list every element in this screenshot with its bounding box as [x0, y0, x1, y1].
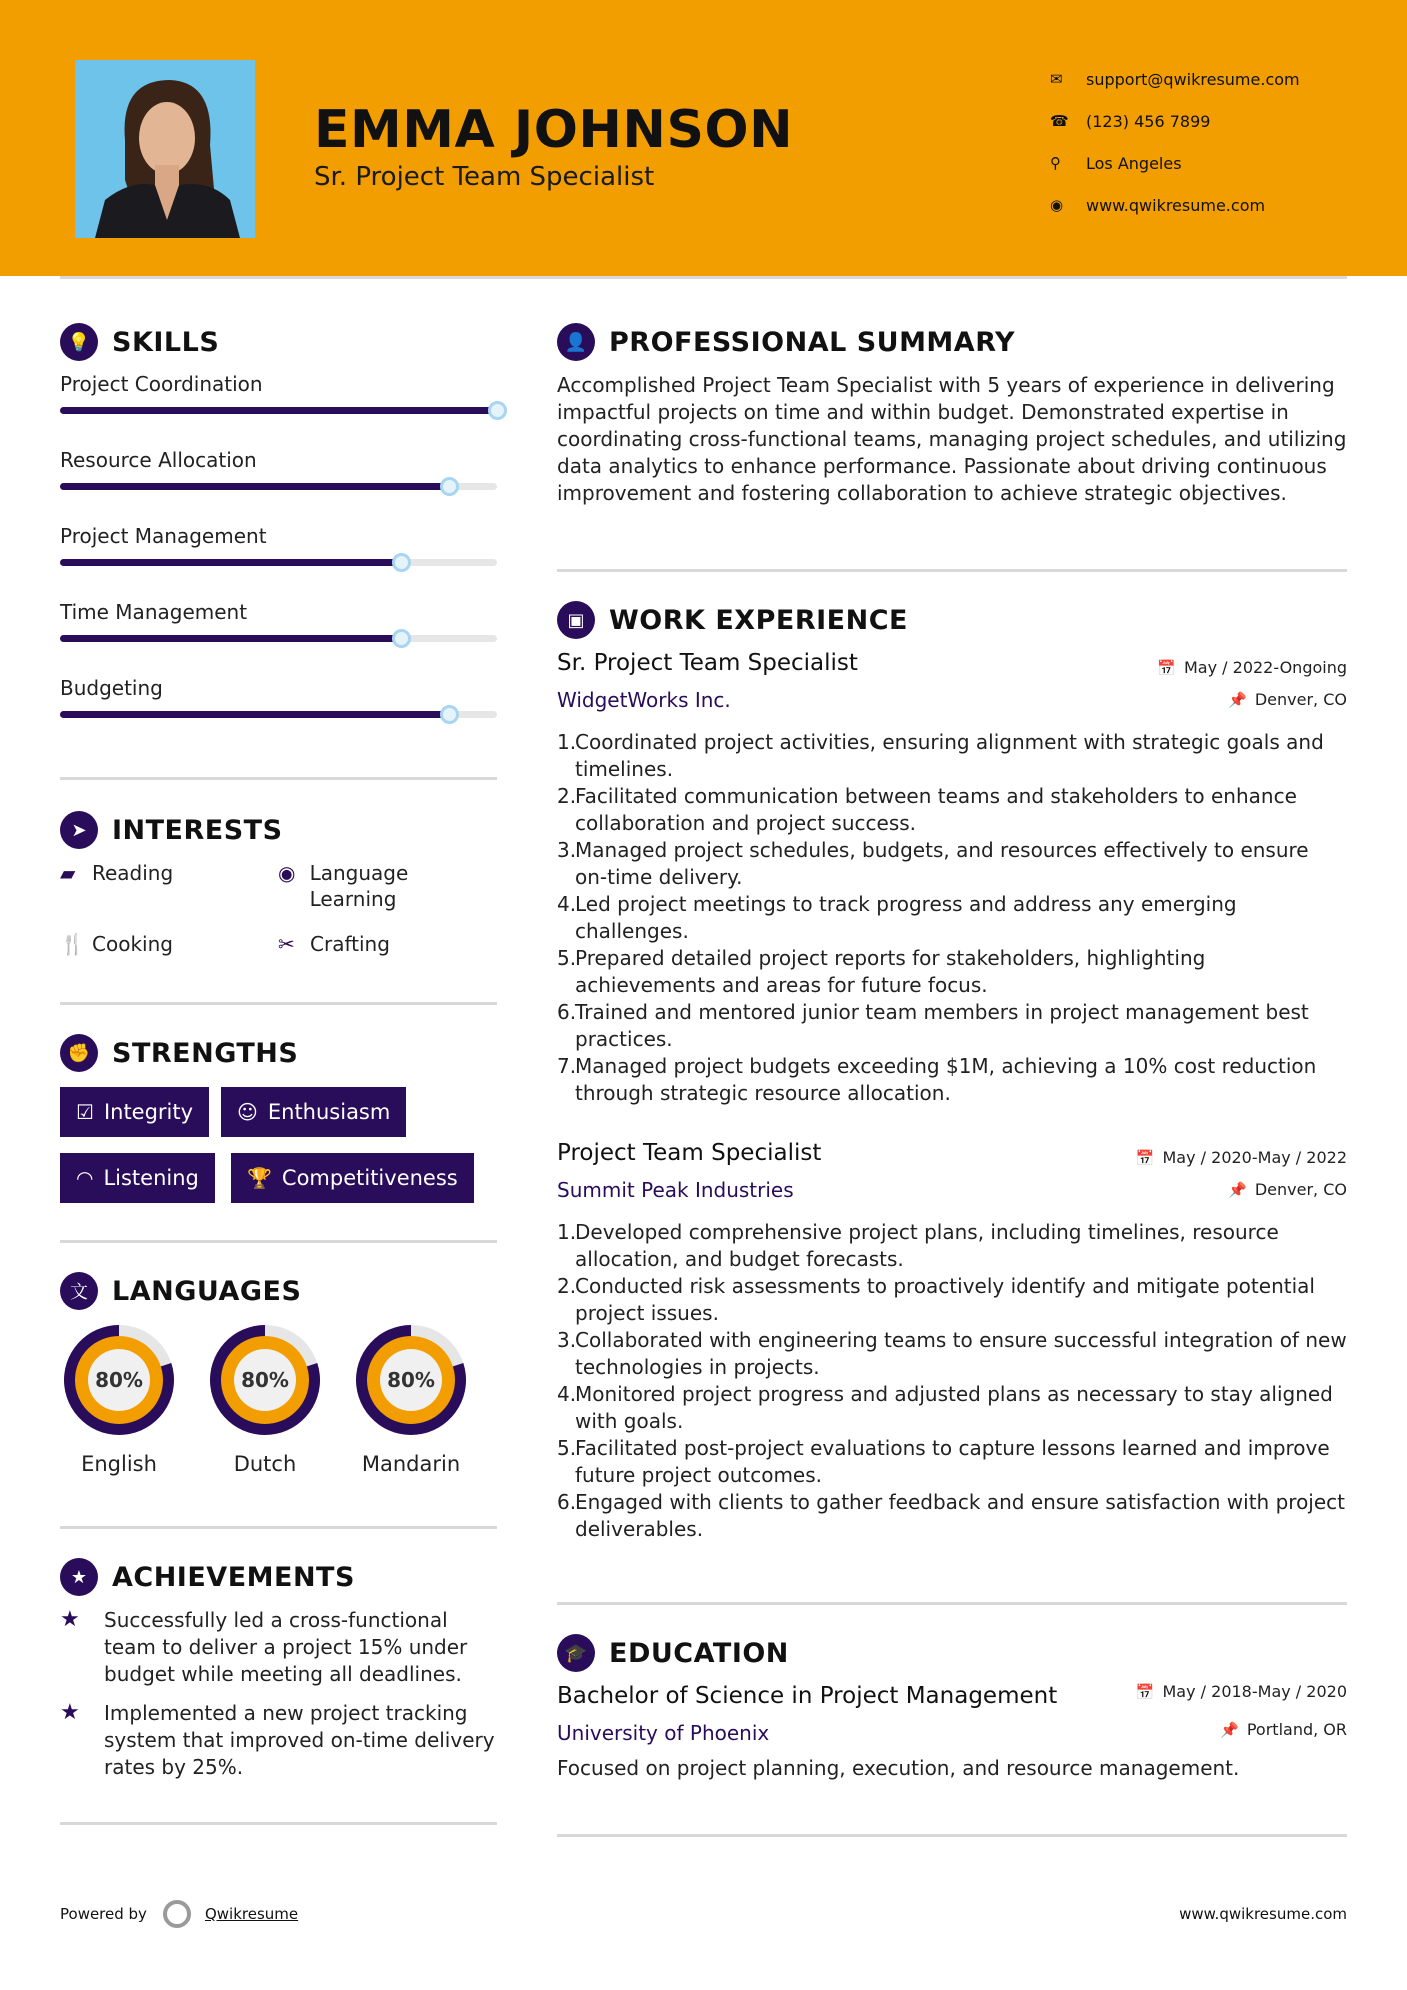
strength-badge — [60, 1153, 215, 1203]
contact-email[interactable] — [1050, 58, 1380, 100]
job-title: Sr. Project Team Specialist — [557, 650, 858, 676]
skill-bar — [60, 483, 497, 490]
skill-bar — [60, 559, 497, 566]
list-item-text: Trained and mentored junior team members in project management best practices. — [575, 1000, 1309, 1051]
contact-email-text: support@qwikresume.com — [1086, 69, 1300, 89]
list-item-text: Coordinated project activities, ensuring alignment with strategic goals and timelines. — [575, 730, 1324, 781]
list-number: 4. — [557, 892, 577, 916]
education-school: University of Phoenix — [557, 1721, 770, 1745]
section-divider — [60, 1526, 497, 1529]
list-item-text: Prepared detailed project reports for stakeholders, highlighting achievements and areas for future focus. — [575, 946, 1206, 997]
achievements-heading — [60, 1558, 355, 1596]
education-degree: Bachelor of Science in Project Management — [557, 1683, 1058, 1709]
check-square-icon: ☑ — [76, 1100, 94, 1124]
contact-list — [1050, 58, 1380, 226]
language-item — [57, 1318, 181, 1476]
language-percent: 80% — [241, 1368, 289, 1392]
list-number: 6. — [557, 1490, 577, 1514]
education-heading — [557, 1634, 789, 1672]
location-pin-icon: ⚲ — [1050, 154, 1061, 172]
job-dates — [1136, 1148, 1347, 1167]
section-divider — [60, 1002, 497, 1005]
list-item — [557, 1273, 1347, 1327]
language-percent: 80% — [95, 1368, 143, 1392]
interest-item — [60, 931, 173, 957]
skill-bar — [60, 635, 497, 642]
calendar-icon: 📅 — [1157, 659, 1176, 677]
language-item — [349, 1318, 473, 1476]
job-dates-text: May / 2020-May / 2022 — [1162, 1148, 1347, 1167]
language-item — [203, 1318, 327, 1476]
skill-item — [60, 372, 497, 396]
job-dates-text: May / 2022-Ongoing — [1184, 658, 1347, 677]
education-location-text: Portland, OR — [1246, 1720, 1347, 1739]
achievements-title: ACHIEVEMENTS — [112, 1561, 355, 1593]
language-name: Dutch — [233, 1452, 297, 1476]
section-divider — [60, 1240, 497, 1243]
language-ring — [57, 1318, 181, 1442]
language-icon: 文 — [60, 1272, 98, 1310]
list-item — [557, 1489, 1347, 1543]
skill-bar-knob — [392, 629, 411, 648]
strength-badge — [231, 1153, 474, 1203]
summary-title: PROFESSIONAL SUMMARY — [609, 326, 1016, 358]
section-divider — [60, 1822, 497, 1825]
list-number: 3. — [557, 1328, 577, 1352]
globe-icon: ◉ — [278, 861, 296, 885]
phone-icon: ☎ — [1050, 112, 1069, 130]
list-item-text: Monitored project progress and adjusted plans as necessary to stay aligned with goals. — [575, 1382, 1333, 1433]
skill-bar-fill — [60, 635, 401, 642]
strength-label: Enthusiasm — [267, 1100, 391, 1124]
language-ring — [349, 1318, 473, 1442]
qwikresume-link[interactable]: Qwikresume — [204, 1905, 299, 1923]
interest-label: Crafting — [310, 932, 390, 956]
job-company: WidgetWorks Inc. — [557, 688, 731, 712]
interest-item — [278, 931, 390, 957]
job-location — [1228, 1180, 1347, 1199]
strength-label: Integrity — [103, 1100, 194, 1124]
job-dates — [1157, 658, 1347, 677]
skill-bar-knob — [392, 553, 411, 572]
interest-label: Cooking — [92, 932, 173, 956]
list-number: 6. — [557, 1000, 577, 1024]
languages-heading — [60, 1272, 301, 1310]
skill-item — [60, 524, 497, 548]
achievement-item — [60, 1700, 500, 1781]
strength-label: Listening — [103, 1166, 199, 1190]
skill-bar — [60, 407, 497, 414]
envelope-icon: ✉ — [1050, 70, 1063, 88]
education-description: Focused on project planning, execution, and resource management. — [557, 1756, 1240, 1780]
interest-item — [278, 860, 428, 912]
list-item — [557, 945, 1347, 999]
section-divider — [557, 1602, 1347, 1605]
globe-icon: ◉ — [1050, 196, 1064, 214]
raised-fist-icon: ✊ — [60, 1034, 98, 1072]
list-item-text: Managed project budgets exceeding $1M, achieving a 10% cost reduction through strategic resource allocation. — [575, 1054, 1317, 1105]
job-location-text: Denver, CO — [1254, 690, 1347, 709]
achievement-text: Successfully led a cross-functional team to deliver a project 15% under budget while meeting all deadlines. — [104, 1608, 468, 1686]
trophy-icon: 🏆 — [247, 1166, 272, 1190]
list-item — [557, 1219, 1347, 1273]
star-badge-icon: ★ — [60, 1558, 98, 1596]
candidate-title: Sr. Project Team Specialist — [314, 162, 655, 192]
contact-location-text: Los Angeles — [1086, 153, 1182, 173]
list-item-text: Managed project schedules, budgets, and resources effectively to ensure on-time delivery. — [575, 838, 1309, 889]
list-number: 2. — [557, 1274, 577, 1298]
pushpin-icon: 📌 — [1228, 691, 1247, 709]
language-ring — [203, 1318, 327, 1442]
list-item — [557, 891, 1347, 945]
shooting-star-icon: ★ — [60, 1700, 80, 1725]
list-number: 1. — [557, 730, 577, 754]
contact-location — [1050, 142, 1380, 184]
briefcase-chair-icon: ▣ — [557, 601, 595, 639]
candidate-name: EMMA JOHNSON — [314, 100, 794, 160]
list-item-text: Facilitated post-project evaluations to capture lessons learned and improve future project outcomes. — [575, 1436, 1330, 1487]
job-location-text: Denver, CO — [1254, 1180, 1347, 1199]
experience-title: WORK EXPERIENCE — [609, 604, 908, 636]
utensils-icon: 🍴 — [60, 932, 85, 956]
pushpin-icon: 📌 — [1220, 1721, 1239, 1739]
section-divider — [60, 777, 497, 780]
list-item-text: Led project meetings to track progress and address any emerging challenges. — [575, 892, 1237, 943]
interest-label: Reading — [92, 861, 174, 885]
contact-phone-text: (123) 456 7899 — [1086, 111, 1211, 131]
skill-bar-fill — [60, 711, 449, 718]
interests-heading — [60, 811, 283, 849]
list-item-text: Conducted risk assessments to proactively identify and mitigate potential project issues. — [575, 1274, 1315, 1325]
strengths-heading — [60, 1034, 298, 1072]
skill-bar-knob — [440, 477, 459, 496]
smile-icon: ☺ — [237, 1100, 258, 1124]
strength-label: Competitiveness — [281, 1166, 458, 1190]
contact-phone[interactable] — [1050, 100, 1380, 142]
list-number: 1. — [557, 1220, 577, 1244]
language-name: English — [81, 1452, 157, 1476]
shooting-star-icon: ★ — [60, 1607, 80, 1632]
skills-title: SKILLS — [112, 326, 220, 358]
list-item-text: Facilitated communication between teams and stakeholders to enhance collaboration and project success. — [575, 784, 1297, 835]
list-item-text: Collaborated with engineering teams to ensure successful integration of new technologies in projects. — [575, 1328, 1347, 1379]
list-item-text: Developed comprehensive project plans, including timelines, resource allocation, and budget forecasts. — [575, 1220, 1279, 1271]
skill-name: Budgeting — [60, 676, 163, 700]
skill-bar-knob — [440, 705, 459, 724]
education-dates — [1136, 1682, 1347, 1701]
skill-bar-fill — [60, 483, 449, 490]
footer-website[interactable]: www.qwikresume.com — [1179, 1905, 1347, 1923]
pushpin-icon: 📌 — [1228, 1181, 1247, 1199]
strength-badge — [221, 1087, 406, 1137]
graduation-icon: 🎓 — [557, 1634, 595, 1672]
list-item — [557, 999, 1347, 1053]
education-location — [1220, 1720, 1347, 1739]
interest-label: Language Learning — [309, 861, 409, 911]
list-number: 4. — [557, 1382, 577, 1406]
job-company: Summit Peak Industries — [557, 1178, 794, 1202]
list-item — [557, 1327, 1347, 1381]
list-number: 5. — [557, 946, 577, 970]
list-item — [557, 1435, 1347, 1489]
achievement-item — [60, 1607, 500, 1688]
contact-website-text: www.qwikresume.com — [1086, 195, 1266, 215]
skill-name: Project Management — [60, 524, 267, 548]
list-number: 7. — [557, 1054, 577, 1078]
list-number: 5. — [557, 1436, 577, 1460]
job-title: Project Team Specialist — [557, 1140, 822, 1166]
language-name: Mandarin — [361, 1452, 461, 1476]
skill-bar-fill — [60, 407, 497, 414]
list-number: 2. — [557, 784, 577, 808]
scissors-icon: ✂ — [278, 932, 295, 956]
strengths-title: STRENGTHS — [112, 1037, 299, 1069]
experience-heading — [557, 601, 908, 639]
skill-item — [60, 676, 497, 700]
strength-badge — [60, 1087, 209, 1137]
achievement-text: Implemented a new project tracking system that improved on-time delivery rates by 25%. — [104, 1701, 495, 1779]
calendar-icon: 📅 — [1135, 1683, 1155, 1701]
skill-name: Time Management — [60, 600, 248, 624]
powered-by-text: Powered by — [60, 1905, 147, 1923]
paper-plane-icon: ➤ — [60, 811, 98, 849]
education-title: EDUCATION — [609, 1637, 789, 1669]
list-item-text: Engaged with clients to gather feedback and ensure satisfaction with project deliverables. — [575, 1490, 1345, 1541]
languages-title: LANGUAGES — [112, 1275, 302, 1307]
skill-bar — [60, 711, 497, 718]
footer-powered-by — [60, 1900, 298, 1928]
contact-website[interactable] — [1050, 184, 1380, 226]
job-location — [1228, 690, 1347, 709]
calendar-icon: 📅 — [1135, 1149, 1155, 1167]
list-item — [557, 783, 1347, 837]
skill-item — [60, 600, 497, 624]
qwikresume-logo-icon — [163, 1900, 191, 1928]
user-icon: 👤 — [557, 323, 595, 361]
lightbulb-icon: 💡 — [60, 323, 98, 361]
summary-text: Accomplished Project Team Specialist with 5 years of experience in delivering impactful projects on time and within budget. Demonstrated expertise in coordinating cross-functional teams, managing project schedules, and utilizing data analytics to enhance performance. Passionate about driving continuous improvement and fostering collaboration to achieve strategic objectives. — [557, 373, 1347, 505]
list-item — [557, 729, 1347, 783]
skills-heading — [60, 323, 219, 361]
list-item — [557, 1053, 1347, 1107]
skill-bar-knob — [488, 401, 507, 420]
section-divider — [557, 569, 1347, 572]
job-bullets — [557, 729, 1347, 1107]
interests-title: INTERESTS — [112, 814, 283, 846]
skill-name: Resource Allocation — [60, 448, 257, 472]
interest-item — [60, 860, 173, 886]
education-dates-text: May / 2018-May / 2020 — [1162, 1682, 1347, 1701]
skill-item — [60, 448, 497, 472]
section-divider — [557, 1834, 1347, 1837]
skill-name: Project Coordination — [60, 372, 263, 396]
list-item — [557, 1381, 1347, 1435]
profile-photo — [75, 60, 255, 238]
book-icon: ▰ — [60, 861, 76, 885]
resume-header — [0, 0, 1407, 276]
list-item — [557, 837, 1347, 891]
list-number: 3. — [557, 838, 577, 862]
skill-bar-fill — [60, 559, 401, 566]
job-bullets — [557, 1219, 1347, 1543]
header-divider — [60, 276, 1347, 279]
language-percent: 80% — [387, 1368, 435, 1392]
headphones-icon: ◠ — [76, 1166, 94, 1190]
summary-heading — [557, 323, 1015, 361]
